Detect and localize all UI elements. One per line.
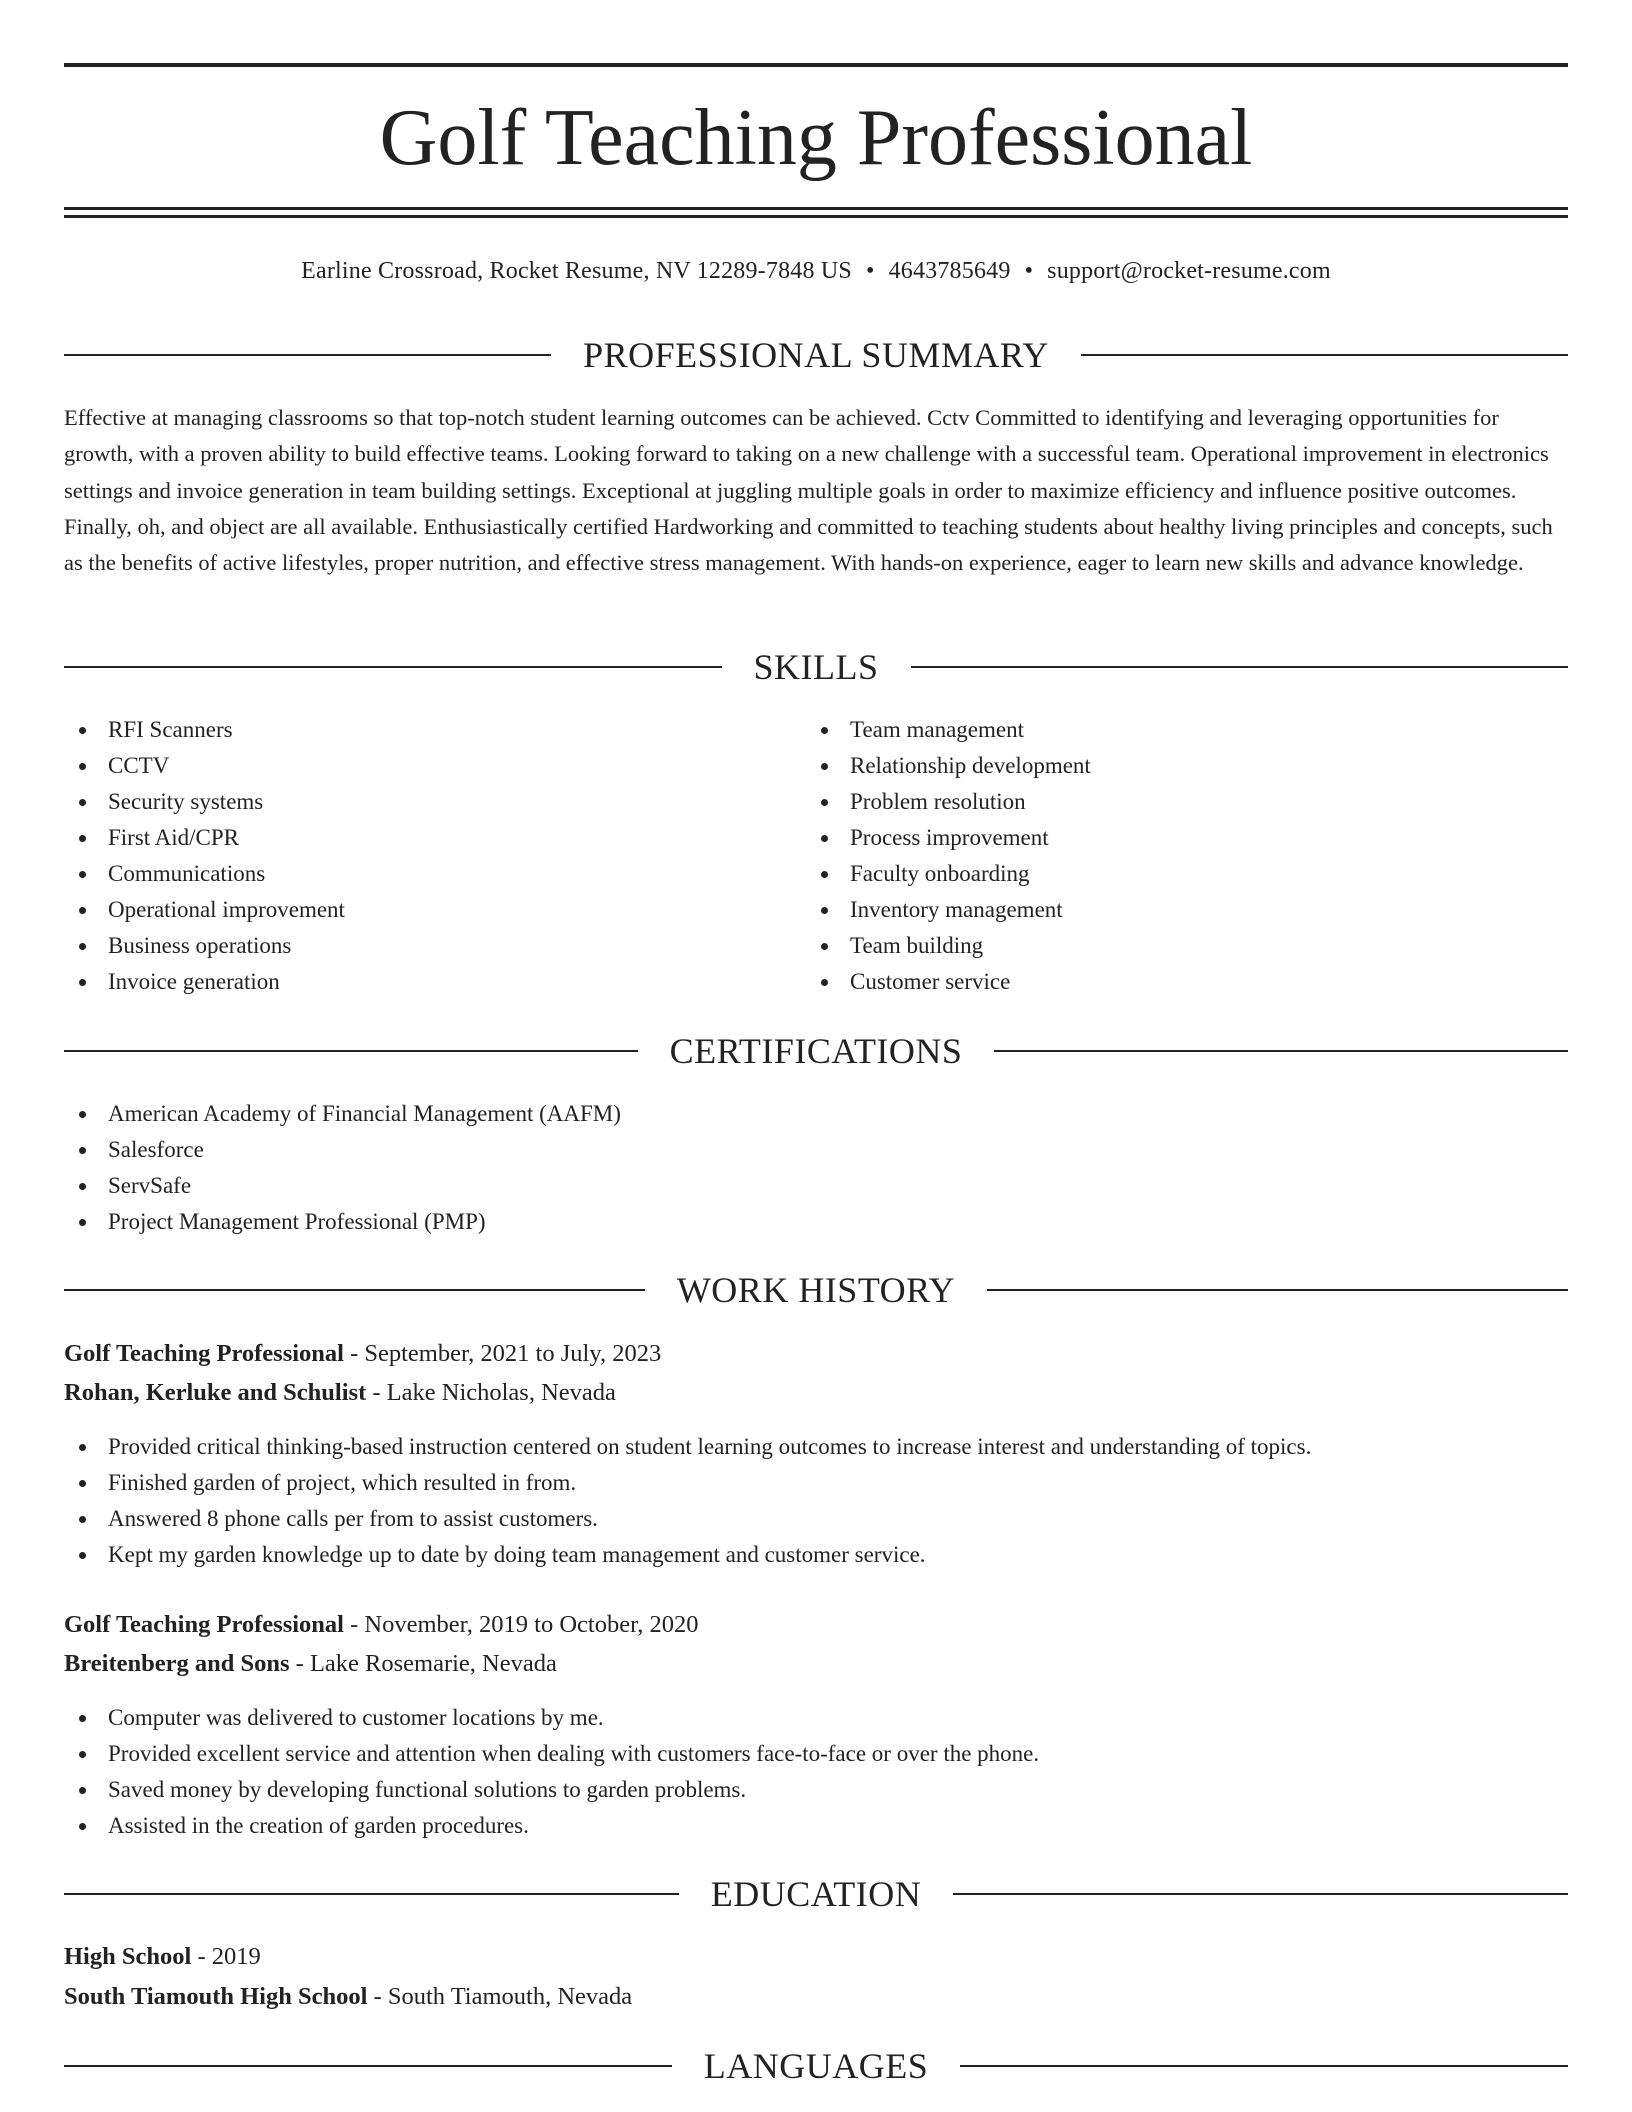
title-double-rule-upper xyxy=(64,207,1568,210)
heading-rule xyxy=(64,354,551,356)
certifications-list xyxy=(64,1096,1564,1240)
skills-list-right xyxy=(806,712,1546,1000)
section-title: SKILLS xyxy=(753,647,879,687)
skill-item: Relationship development xyxy=(806,748,1546,784)
contact-address: Earline Crossroad, Rocket Resume, NV 12289-7848 US xyxy=(301,258,852,284)
section-heading-languages xyxy=(64,2044,1568,2088)
bullet-icon xyxy=(79,1111,86,1118)
section-heading-skills xyxy=(64,645,1568,689)
skill-item: Faculty onboarding xyxy=(806,856,1546,892)
job-bullet: Computer was delivered to customer locations by me. xyxy=(64,1700,1564,1736)
bullet-icon xyxy=(79,1823,86,1830)
skill-item: Customer service xyxy=(806,964,1546,1000)
skill-item: CCTV xyxy=(64,748,804,784)
contact-separator: • xyxy=(865,258,875,284)
education-degree: High School xyxy=(64,1943,192,1970)
heading-rule xyxy=(64,2065,672,2067)
bullet-icon xyxy=(79,1516,86,1523)
skill-item: Problem resolution xyxy=(806,784,1546,820)
job-bullet: Finished garden of project, which resulted in from. xyxy=(64,1465,1564,1501)
job-title-line xyxy=(64,1337,661,1371)
bullet-icon xyxy=(821,979,828,986)
education-degree-line xyxy=(64,1940,261,1974)
bullet-icon xyxy=(79,727,86,734)
certification-item: Salesforce xyxy=(64,1132,1564,1168)
bullet-icon xyxy=(79,943,86,950)
job-dates: - November, 2019 to October, 2020 xyxy=(343,1611,699,1638)
section-title: PROFESSIONAL SUMMARY xyxy=(583,335,1049,375)
summary-text: Effective at managing classrooms so that top-notch student learning outcomes can be achieved. Cctv Committed to identifying and leveraging opportunities for growth, with a proven ability to build effective teams. Looking forward to taking on a new challenge with a successful team. Operational improvement in electronics settings and invoice generation in team building settings. Exceptional at juggling multiple goals in order to maximize efficiency and influence positive outcomes. Finally, oh, and object are all available. Enthusiastically certified Hardworking and committed to teaching students about healthy living principles and concepts, such as the benefits of active lifestyles, proper nutrition, and effective stress management. With hands-on experience, eager to learn new skills and advance knowledge. xyxy=(64,405,1553,576)
bullet-icon xyxy=(79,799,86,806)
skill-item: Team management xyxy=(806,712,1546,748)
bullet-icon xyxy=(79,1715,86,1722)
bullet-icon xyxy=(821,727,828,734)
heading-rule xyxy=(953,1893,1568,1895)
skill-item: Invoice generation xyxy=(64,964,804,1000)
skill-item: Operational improvement xyxy=(64,892,804,928)
job-bullet: Provided critical thinking-based instruction centered on student learning outcomes to increase interest and understanding of topics. xyxy=(64,1429,1564,1465)
bullet-icon xyxy=(79,1787,86,1794)
bullet-icon xyxy=(79,907,86,914)
job-title-line xyxy=(64,1608,699,1642)
heading-rule xyxy=(64,666,722,668)
skills-list-left xyxy=(64,712,804,1000)
skill-item: RFI Scanners xyxy=(64,712,804,748)
heading-rule xyxy=(64,1893,679,1895)
skill-item: Communications xyxy=(64,856,804,892)
skill-item: First Aid/CPR xyxy=(64,820,804,856)
bullet-icon xyxy=(79,1552,86,1559)
skill-item: Inventory management xyxy=(806,892,1546,928)
heading-rule xyxy=(994,1050,1568,1052)
certification-item: American Academy of Financial Management (AAFM) xyxy=(64,1096,1564,1132)
title-double-rule-lower xyxy=(64,215,1568,218)
education-school-line xyxy=(64,1980,632,2014)
section-title: WORK HISTORY xyxy=(676,1270,956,1310)
skill-item: Security systems xyxy=(64,784,804,820)
bullet-icon xyxy=(821,943,828,950)
bullet-icon xyxy=(79,1480,86,1487)
bullet-icon xyxy=(821,763,828,770)
bullet-icon xyxy=(79,835,86,842)
education-school: South Tiamouth High School xyxy=(64,1983,368,2010)
bullet-icon xyxy=(79,1147,86,1154)
heading-rule xyxy=(1081,354,1568,356)
section-heading-education xyxy=(64,1872,1568,1916)
job-bullets xyxy=(64,1700,1564,1844)
job-bullets xyxy=(64,1429,1564,1573)
bullet-icon xyxy=(79,1444,86,1451)
bullet-icon xyxy=(79,763,86,770)
education-year: - 2019 xyxy=(191,1943,261,1970)
bullet-icon xyxy=(79,871,86,878)
job-bullet: Saved money by developing functional solutions to garden problems. xyxy=(64,1772,1564,1808)
job-company: Rohan, Kerluke and Schulist xyxy=(64,1379,367,1406)
job-company-line xyxy=(64,1376,616,1410)
section-heading-certifications xyxy=(64,1029,1568,1073)
job-bullet: Assisted in the creation of garden procedures. xyxy=(64,1808,1564,1844)
job-dates: - September, 2021 to July, 2023 xyxy=(343,1340,662,1367)
skill-item: Team building xyxy=(806,928,1546,964)
bullet-icon xyxy=(79,979,86,986)
top-rule xyxy=(64,63,1568,67)
job-bullet: Provided excellent service and attention when dealing with customers face-to-face or over the phone. xyxy=(64,1736,1564,1772)
resume-title: Golf Teaching Professional xyxy=(379,94,1253,182)
job-title: Golf Teaching Professional xyxy=(64,1611,344,1638)
job-bullet: Kept my garden knowledge up to date by doing team management and customer service. xyxy=(64,1537,1564,1573)
section-heading-work-history xyxy=(64,1268,1568,1312)
job-company-line xyxy=(64,1647,557,1681)
skill-item: Business operations xyxy=(64,928,804,964)
skill-item: Process improvement xyxy=(806,820,1546,856)
contact-email: support@rocket-resume.com xyxy=(1047,258,1331,284)
section-heading-summary xyxy=(64,333,1568,377)
bullet-icon xyxy=(79,1219,86,1226)
heading-rule xyxy=(64,1050,638,1052)
section-title: EDUCATION xyxy=(710,1874,922,1914)
contact-line xyxy=(64,254,1568,288)
section-title: LANGUAGES xyxy=(703,2046,929,2086)
bullet-icon xyxy=(821,835,828,842)
education-location: - South Tiamouth, Nevada xyxy=(367,1983,633,2010)
bullet-icon xyxy=(79,1183,86,1190)
bullet-icon xyxy=(821,799,828,806)
job-location: - Lake Nicholas, Nevada xyxy=(366,1379,616,1406)
contact-phone: 4643785649 xyxy=(888,258,1011,284)
heading-rule xyxy=(64,1289,645,1291)
certification-item: ServSafe xyxy=(64,1168,1564,1204)
heading-rule xyxy=(987,1289,1568,1291)
contact-separator: • xyxy=(1024,258,1034,284)
job-company: Breitenberg and Sons xyxy=(64,1650,290,1677)
job-bullet: Answered 8 phone calls per from to assist customers. xyxy=(64,1501,1564,1537)
heading-rule xyxy=(960,2065,1568,2067)
certification-item: Project Management Professional (PMP) xyxy=(64,1204,1564,1240)
bullet-icon xyxy=(821,871,828,878)
bullet-icon xyxy=(821,907,828,914)
job-title: Golf Teaching Professional xyxy=(64,1340,344,1367)
job-location: - Lake Rosemarie, Nevada xyxy=(289,1650,557,1677)
bullet-icon xyxy=(79,1751,86,1758)
section-title: CERTIFICATIONS xyxy=(669,1031,963,1071)
heading-rule xyxy=(911,666,1569,668)
